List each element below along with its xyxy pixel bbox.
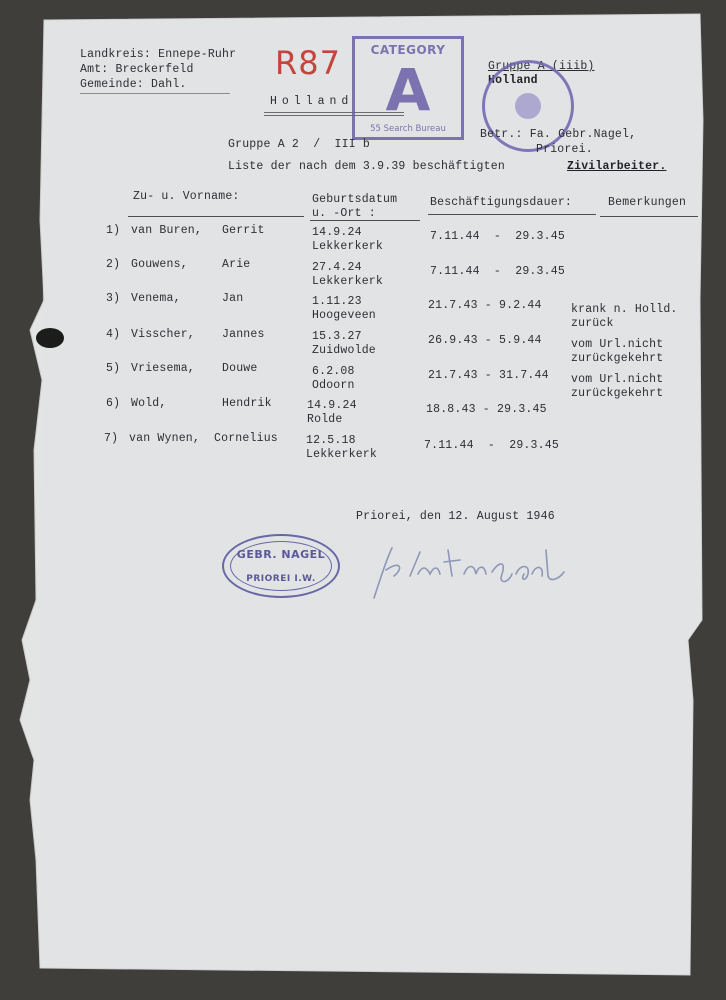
remark-line-2: zurückgekehrt xyxy=(571,352,664,365)
birth-date: 15.3.27 xyxy=(312,330,362,343)
birth-place: Zuidwolde xyxy=(312,344,376,357)
amt-line: Amt: Breckerfeld xyxy=(80,63,194,76)
landkreis-line: Landkreis: Ennepe-Ruhr xyxy=(80,48,237,61)
land-heading: Holland xyxy=(270,95,354,108)
betr-line-2: Priorei. xyxy=(536,143,593,156)
firm-stamp-name: GEBR. NAGEL xyxy=(236,548,326,561)
col-header-remarks: Bemerkungen xyxy=(608,196,687,209)
birth-place: Hoogeveen xyxy=(312,309,376,322)
row-number: 7) xyxy=(104,432,119,445)
remark-line-1: vom Url.nicht xyxy=(571,373,664,386)
row-number: 5) xyxy=(106,362,121,375)
duration: 21.7.43 - 9.2.44 xyxy=(428,299,542,312)
surname: Vriesema, xyxy=(131,362,195,375)
first-name: Jan xyxy=(222,292,244,305)
betr-line: Betr.: Fa. Gebr.Nagel, xyxy=(480,128,637,141)
hole-mark xyxy=(36,328,64,348)
first-name: Cornelius xyxy=(214,432,278,445)
birth-date: 14.9.24 xyxy=(307,399,357,412)
duration: 7.11.44 - 29.3.45 xyxy=(424,439,559,452)
birth-date: 14.9.24 xyxy=(312,226,362,239)
col-header-birth: Geburtsdatum xyxy=(312,193,398,206)
red-handwritten-note: R87 xyxy=(275,44,341,82)
birth-date: 1.11.23 xyxy=(312,295,362,308)
round-stamp-center xyxy=(515,93,541,119)
first-name: Jannes xyxy=(222,328,265,341)
birth-place: Lekkerkerk xyxy=(312,240,384,253)
col-header-duration: Beschäftigungsdauer: xyxy=(430,196,573,209)
remark-line-1: krank n. Holld. xyxy=(571,303,678,316)
surname: Gouwens, xyxy=(131,258,188,271)
birth-date: 6.2.08 xyxy=(312,365,355,378)
remark-line-2: zurück xyxy=(571,317,614,330)
header-underline-name xyxy=(128,216,304,217)
firm-stamp xyxy=(222,534,340,598)
col-header-birth-2: u. -Ort : xyxy=(312,207,376,220)
duration: 26.9.43 - 5.9.44 xyxy=(428,334,542,347)
surname: Wold, xyxy=(131,397,167,410)
first-name: Gerrit xyxy=(222,224,265,237)
liste-underlined: Zivilarbeiter. xyxy=(567,160,667,173)
row-number: 1) xyxy=(106,224,121,237)
birth-place: Lekkerkerk xyxy=(306,448,378,461)
gruppe-right: Gruppe A (iiib) xyxy=(488,60,595,73)
first-name: Arie xyxy=(222,258,251,271)
birth-date: 12.5.18 xyxy=(306,434,356,447)
row-number: 3) xyxy=(106,292,121,305)
firm-stamp-place: PRIOREI I.W. xyxy=(246,574,316,584)
birth-date: 27.4.24 xyxy=(312,261,362,274)
surname: Venema, xyxy=(131,292,181,305)
gemeinde-line: Gemeinde: Dahl. xyxy=(80,78,187,91)
header-rule xyxy=(80,93,230,94)
category-stamp-letter: A xyxy=(385,56,431,124)
first-name: Douwe xyxy=(222,362,258,375)
category-stamp xyxy=(352,36,464,140)
row-number: 6) xyxy=(106,397,121,410)
liste-line: Liste der nach dem 3.9.39 beschäftigten xyxy=(228,160,505,173)
row-number: 2) xyxy=(106,258,121,271)
land-right: Holland xyxy=(488,74,538,87)
birth-place: Odoorn xyxy=(312,379,355,392)
duration: 18.8.43 - 29.3.45 xyxy=(426,403,547,416)
header-underline-duration xyxy=(428,214,596,215)
gruppe-line: Gruppe A 2 / III b xyxy=(228,138,371,151)
surname: van Wynen, xyxy=(129,432,201,445)
remark-line-1: vom Url.nicht xyxy=(571,338,664,351)
first-name: Hendrik xyxy=(222,397,272,410)
duration: 21.7.43 - 31.7.44 xyxy=(428,369,549,382)
category-stamp-title: CATEGORY xyxy=(370,43,446,57)
duration: 7.11.44 - 29.3.45 xyxy=(430,265,565,278)
birth-place: Rolde xyxy=(307,413,343,426)
remark-line-2: zurückgekehrt xyxy=(571,387,664,400)
signature xyxy=(360,530,590,610)
birth-place: Lekkerkerk xyxy=(312,275,384,288)
row-number: 4) xyxy=(106,328,121,341)
category-stamp-bureau: 55 Search Bureau xyxy=(370,124,446,134)
header-underline-remarks xyxy=(600,216,698,217)
col-header-name: Zu- u. Vorname: xyxy=(133,190,240,203)
surname: van Buren, xyxy=(131,224,203,237)
place-date: Priorei, den 12. August 1946 xyxy=(356,510,555,523)
surname: Visscher, xyxy=(131,328,195,341)
header-underline-birth xyxy=(310,220,420,221)
duration: 7.11.44 - 29.3.45 xyxy=(430,230,565,243)
